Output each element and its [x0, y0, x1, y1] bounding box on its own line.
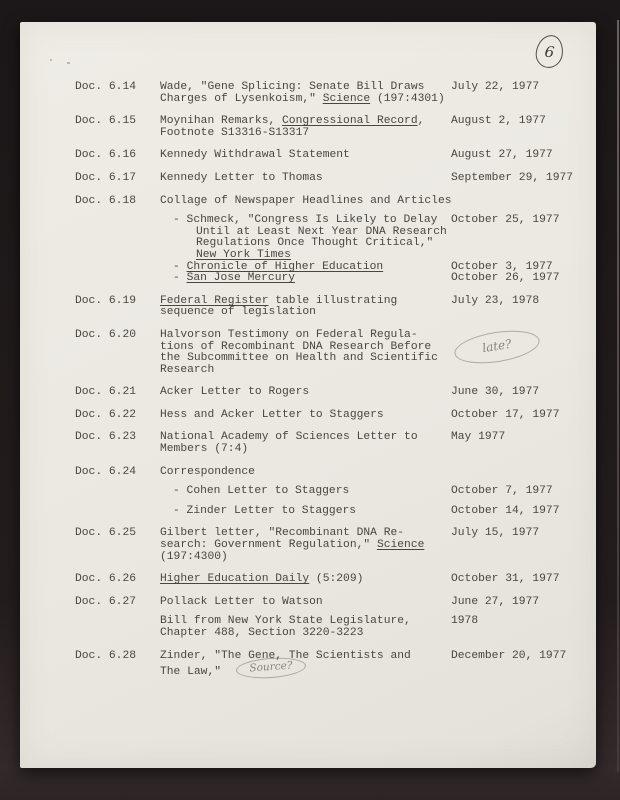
entry-line-row: [160, 353, 596, 365]
entry-line-row: [160, 597, 596, 609]
text-segment: ,: [417, 115, 425, 128]
underlined-title: New York Times: [196, 248, 291, 261]
doc-number: Doc. 6.17: [75, 171, 137, 184]
text-segment: Halvorson Testimony on Federal Regula-: [160, 328, 418, 341]
underlined-title: Higher Education Daily: [160, 573, 310, 586]
text-segment: Footnote S13316-S13317: [160, 126, 310, 139]
entry-line-row: [160, 444, 596, 456]
entry-date: July 22, 1977: [451, 81, 540, 93]
entry-description: [160, 628, 451, 640]
entry-description: [160, 387, 451, 399]
text-segment: - Cohen Letter to Staggers: [173, 485, 350, 498]
entry-line-row: [160, 467, 596, 479]
doc-entry: [75, 330, 596, 376]
text-segment: (5:209): [309, 573, 364, 586]
text-segment: Correspondence: [160, 465, 255, 478]
doc-number: Doc. 6.15: [75, 115, 137, 128]
doc-number: Doc. 6.16: [75, 149, 137, 162]
entry-date: October 7, 1977: [451, 485, 553, 498]
doc-entry: [75, 528, 596, 563]
entry-description: [160, 365, 451, 377]
entry-rows: [160, 574, 596, 586]
entry-description: [160, 307, 451, 319]
entry-rows: [160, 330, 596, 376]
entry-description: [160, 94, 451, 106]
doc-number: Doc. 6.20: [75, 328, 137, 341]
entry-line-row: [160, 486, 596, 498]
document-page: [20, 22, 596, 768]
entry-description: [160, 486, 464, 498]
text-segment: Wade, "Gene Splicing: Senate Bill Draws: [160, 81, 425, 93]
entry-date: June 27, 1977: [451, 595, 540, 608]
entry-rows: [160, 296, 596, 319]
entry-date: July 23, 1978: [451, 294, 540, 307]
text-segment: Gilbert letter, "Recombinant DNA Re-: [160, 527, 405, 540]
text-segment: Hess and Acker Letter to Staggers: [160, 408, 384, 421]
text-segment: (197:4301): [370, 92, 445, 105]
entry-description: [160, 506, 464, 518]
entry-date: May 1977: [451, 431, 506, 444]
document-list: [20, 82, 596, 682]
entry-date: October 25, 1977: [451, 214, 560, 227]
text-segment: sequence of legislation: [160, 306, 316, 319]
doc-entry: [75, 150, 596, 162]
entry-line-row: [160, 196, 596, 208]
entry-description: [160, 150, 451, 162]
dust-speck: [50, 59, 52, 61]
doc-number: Doc. 6.23: [75, 431, 137, 444]
entry-description: [160, 273, 464, 285]
text-segment: Regulations Once Thought Critical,": [196, 237, 434, 250]
underlined-title: Federal Register: [160, 294, 269, 307]
source-annotation: Source?: [235, 656, 306, 681]
entry-date: August 2, 1977: [451, 115, 546, 128]
late-annotation: late?: [452, 325, 542, 368]
doc-entry: [75, 82, 596, 105]
text-segment: The Law,": [160, 666, 222, 679]
text-segment: Research: [160, 363, 215, 376]
entry-description: [160, 444, 451, 456]
doc-number: Doc. 6.19: [75, 294, 137, 307]
doc-entry: [75, 116, 596, 139]
entry-rows: [160, 528, 596, 563]
entry-date: 1978: [451, 615, 479, 628]
entry-rows: [160, 150, 596, 162]
dust-speck: [67, 62, 70, 64]
entry-description: [160, 552, 451, 564]
text-segment: Bill from New York State Legislature,: [160, 615, 411, 628]
entry-description: [160, 196, 451, 208]
doc-number: Doc. 6.27: [75, 595, 137, 608]
text-segment: National Academy of Sciences Letter to: [160, 431, 418, 444]
entry-line-row: [160, 307, 596, 319]
text-segment: Kennedy Withdrawal Statement: [160, 149, 350, 162]
page-number-annotation: [534, 33, 565, 69]
entry-line-row: [160, 506, 596, 518]
text-segment: Zinder, "The Gene, The Scientists and: [160, 649, 411, 662]
doc-number: Doc. 6.18: [75, 194, 137, 207]
doc-entry: [75, 651, 596, 683]
entry-description: [160, 659, 451, 682]
entry-line-row: [160, 94, 596, 106]
entry-rows: [160, 651, 596, 683]
text-segment: the Subcommittee on Health and Scientific: [160, 352, 438, 365]
text-segment: Pollack Letter to Watson: [160, 595, 323, 608]
entry-date: October 14, 1977: [451, 504, 560, 517]
entry-line-row: [160, 173, 596, 185]
doc-number: Doc. 6.21: [75, 386, 137, 399]
entry-line-row: [160, 410, 596, 422]
entry-line-row: [160, 150, 596, 162]
text-segment: Members (7:4): [160, 443, 249, 456]
entry-line-row: [160, 574, 596, 586]
entry-line-row: [160, 273, 596, 285]
entry-description: [160, 467, 451, 479]
entry-rows: [160, 82, 596, 105]
entry-date: August 27, 1977: [451, 149, 553, 162]
entry-line-row: [160, 365, 596, 377]
entry-rows: [160, 432, 596, 455]
doc-entry: [75, 196, 596, 285]
entry-date: June 30, 1977: [451, 386, 540, 399]
page-number: 6: [543, 41, 556, 62]
entry-rows: [160, 597, 596, 640]
underlined-title: Chronicle of Higher Education: [186, 260, 384, 273]
text-segment: tions of Recombinant DNA Research Before: [160, 340, 432, 353]
entry-line-row: [160, 628, 596, 640]
doc-number: Doc. 6.24: [75, 465, 137, 478]
text-segment: Moynihan Remarks,: [160, 115, 283, 128]
text-segment: Kennedy Letter to Thomas: [160, 171, 323, 184]
entry-line-row: [160, 387, 596, 399]
entry-rows: [160, 173, 596, 185]
doc-number: Doc. 6.22: [75, 408, 137, 421]
text-segment: Acker Letter to Rogers: [160, 386, 310, 399]
text-segment: search: Government Regulation,": [160, 539, 377, 552]
entry-date: October 17, 1977: [451, 408, 560, 421]
entry-line-row: [160, 552, 596, 564]
entry-date: October 26, 1977: [451, 272, 560, 285]
underlined-title: Congressional Record: [282, 115, 418, 128]
entry-description: [160, 597, 451, 609]
doc-number: Doc. 6.28: [75, 649, 137, 662]
entry-date: July 15, 1977: [451, 527, 540, 540]
underlined-title: Science: [376, 539, 425, 552]
doc-number: Doc. 6.14: [75, 81, 137, 93]
entry-line-row: [160, 659, 596, 682]
photo-edge-highlight: [617, 20, 619, 772]
text-segment: Chapter 488, Section 3220-3223: [160, 627, 364, 639]
text-segment: Charges of Lysenkoism,": [160, 92, 323, 105]
entry-description: [160, 651, 451, 663]
entry-rows: [160, 116, 596, 139]
doc-entry: [75, 387, 596, 399]
entry-line-row: [160, 651, 596, 663]
entry-date: September 29, 1977: [451, 171, 574, 184]
text-segment: Collage of Newspaper Headlines and Articles: [160, 194, 452, 207]
entry-description: [160, 128, 451, 140]
doc-entry: [75, 173, 596, 185]
entry-line-row: [160, 128, 596, 140]
doc-entry: [75, 574, 596, 586]
entry-description: [160, 574, 451, 586]
doc-number: Doc. 6.25: [75, 527, 137, 540]
text-segment: - Zinder Letter to Staggers: [173, 504, 357, 517]
doc-entry: [75, 296, 596, 319]
text-segment: Until at Least Next Year DNA Research: [196, 225, 447, 238]
doc-entry: [75, 410, 596, 422]
text-segment: table illustrating: [268, 294, 398, 307]
entry-date: October 3, 1977: [451, 260, 553, 273]
text-segment: -: [173, 260, 187, 273]
doc-entry: [75, 597, 596, 640]
doc-entry: [75, 432, 596, 455]
entry-date: December 20, 1977: [451, 649, 567, 662]
entry-rows: [160, 196, 596, 285]
underlined-title: San Jose Mercury: [186, 272, 296, 285]
entry-rows: [160, 467, 596, 518]
entry-description: [160, 410, 451, 422]
doc-number: Doc. 6.26: [75, 573, 137, 586]
entry-rows: [160, 387, 596, 399]
entry-rows: [160, 410, 596, 422]
text-segment: -: [173, 272, 187, 285]
underlined-title: Science: [322, 92, 371, 105]
entry-description: [160, 173, 451, 185]
doc-entry: [75, 467, 596, 518]
entry-date: October 31, 1977: [451, 573, 560, 586]
text-segment: (197:4300): [160, 550, 228, 563]
text-segment: - Schmeck, "Congress Is Likely to Delay: [173, 214, 438, 227]
